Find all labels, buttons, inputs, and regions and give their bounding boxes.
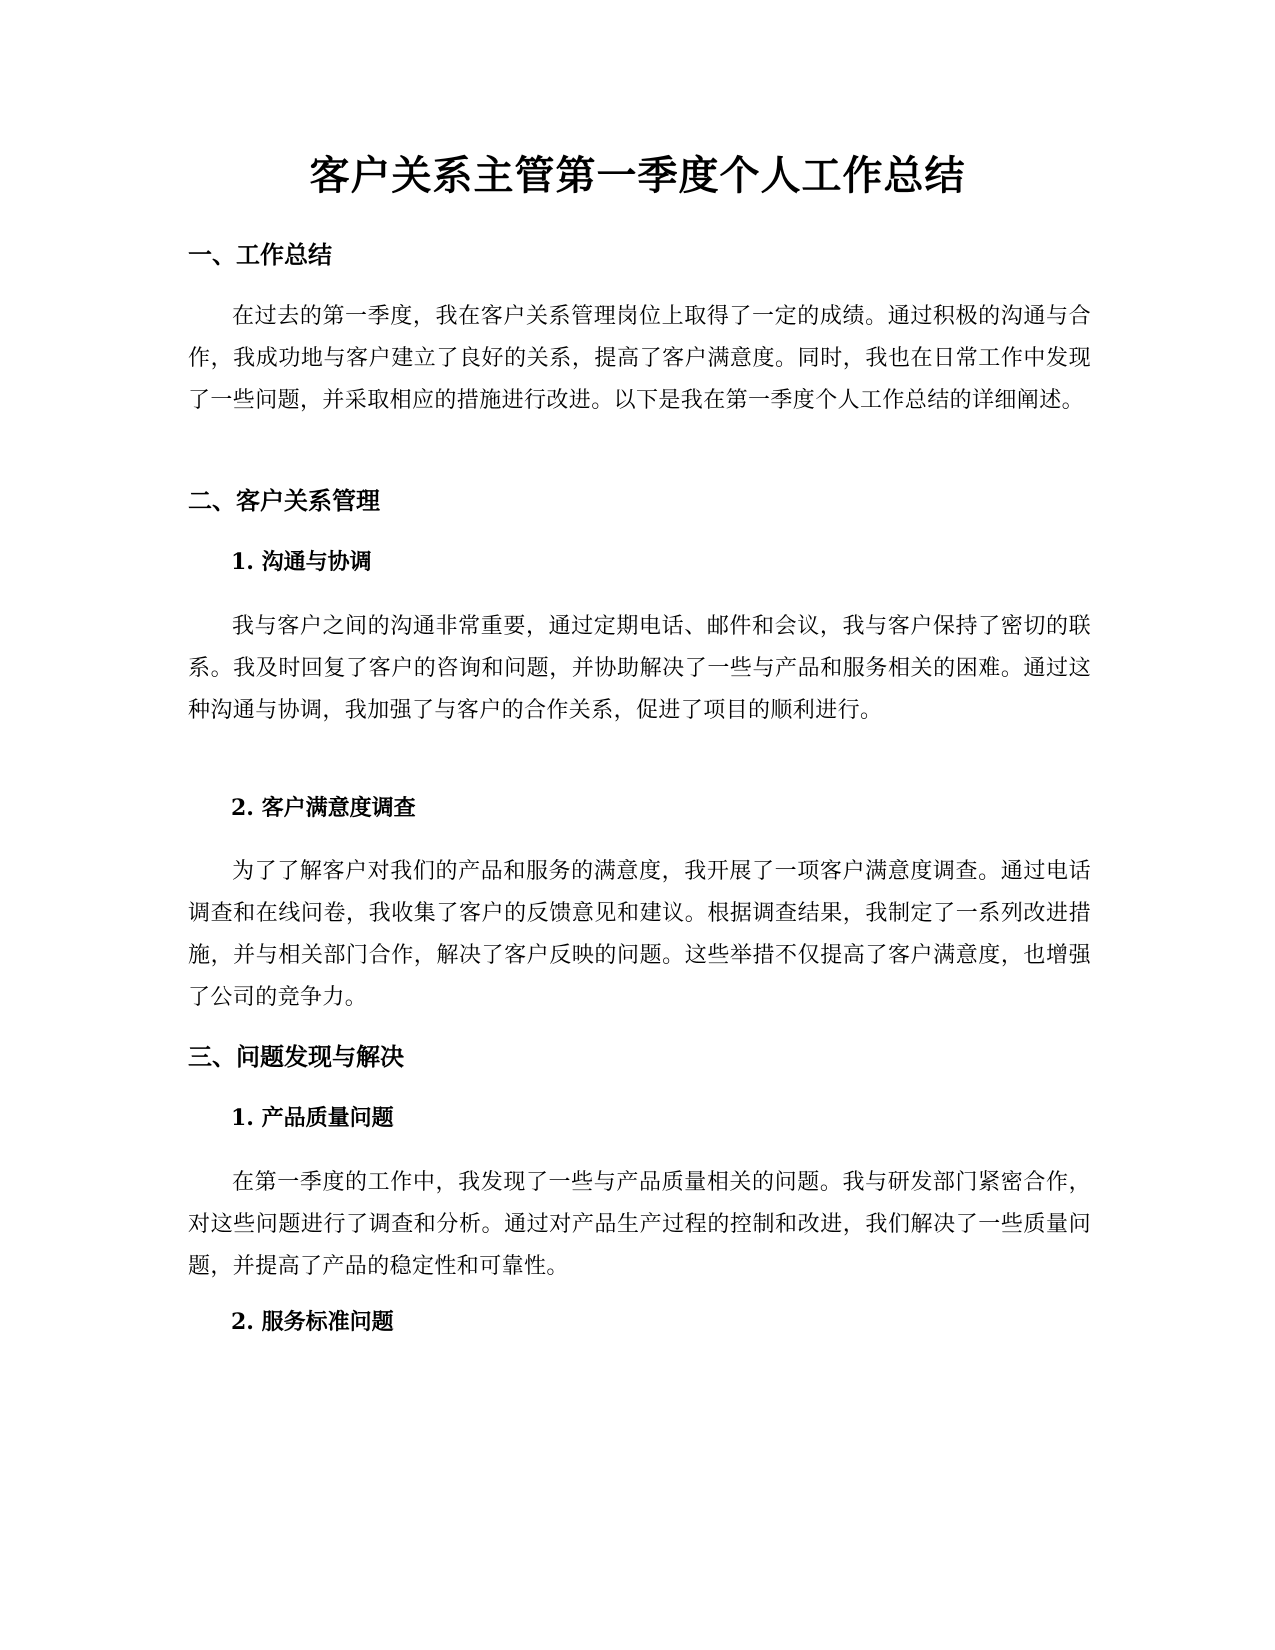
- subheading-product-quality: 1. 产品质量问题: [231, 1105, 394, 1131]
- subheading-service-standards: 2. 服务标准问题: [231, 1309, 394, 1335]
- section-heading-customer-relations: 二、客户关系管理: [188, 487, 380, 515]
- subheading-satisfaction-survey: 2. 客户满意度调查: [231, 795, 416, 821]
- section-heading-work-summary: 一、工作总结: [188, 241, 332, 269]
- section-heading-problem-solving: 三、问题发现与解决: [188, 1043, 404, 1071]
- subheading-communication: 1. 沟通与协调: [231, 549, 372, 575]
- paragraph-satisfaction-survey: 为了了解客户对我们的产品和服务的满意度，我开展了一项客户满意度调查。通过电话调查和在线问卷，我收集了客户的反馈意见和建议。根据调查结果，我制定了一系列改进措施，并与相关部门合作，解决了客户反映的问题。这些举措不仅提高了客户满意度，也增强了公司的竞争力。: [188, 859, 1091, 1010]
- paragraph-communication: 我与客户之间的沟通非常重要，通过定期电话、邮件和会议，我与客户保持了密切的联系。我及时回复了客户的咨询和问题，并协助解决了一些与产品和服务相关的困难。通过这种沟通与协调，我加强了与客户的合作关系，促进了项目的顺利进行。: [188, 614, 1091, 723]
- document-title: 客户关系主管第一季度个人工作总结: [309, 153, 966, 199]
- paragraph-product-quality: 在第一季度的工作中，我发现了一些与产品质量相关的问题。我与研发部门紧密合作，对这些问题进行了调查和分析。通过对产品生产过程的控制和改进，我们解决了一些质量问题，并提高了产品的稳定性和可靠性。: [188, 1170, 1091, 1279]
- paragraph-work-summary: 在过去的第一季度，我在客户关系管理岗位上取得了一定的成绩。通过积极的沟通与合作，我成功地与客户建立了良好的关系，提高了客户满意度。同时，我也在日常工作中发现了一些问题，并采取相应的措施进行改进。以下是我在第一季度个人工作总结的详细阐述。: [188, 304, 1091, 413]
